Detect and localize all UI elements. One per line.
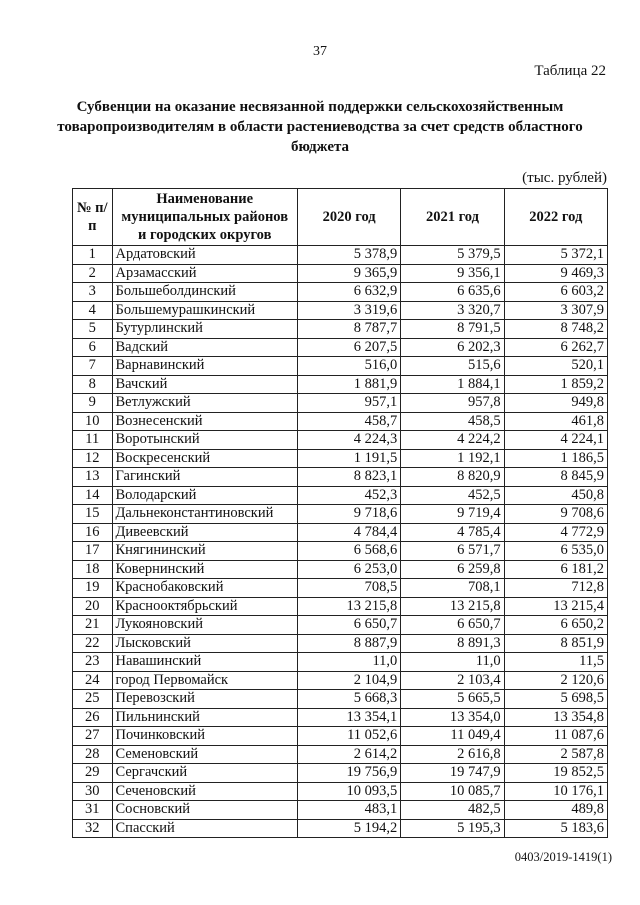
row-value-2022: 3 307,9: [504, 301, 607, 320]
row-name: Гагинский: [112, 468, 297, 487]
row-value-2021: 2 616,8: [401, 745, 504, 764]
table-row: [73, 338, 608, 357]
row-value-2022: 4 224,1: [504, 431, 607, 450]
table-row: [73, 727, 608, 746]
table-row: [73, 745, 608, 764]
row-value-2020: 483,1: [297, 801, 400, 820]
units-note: (тыс. рублей): [522, 170, 607, 186]
row-value-2021: 13 215,8: [401, 597, 504, 616]
row-value-2021: 6 259,8: [401, 560, 504, 579]
table-row: [73, 431, 608, 450]
row-value-2022: 712,8: [504, 579, 607, 598]
row-number: 6: [73, 338, 113, 357]
row-value-2021: 452,5: [401, 486, 504, 505]
row-value-2022: 13 215,4: [504, 597, 607, 616]
row-value-2022: 1 859,2: [504, 375, 607, 394]
row-name: Вачский: [112, 375, 297, 394]
row-name: Сергачский: [112, 764, 297, 783]
row-value-2020: 516,0: [297, 357, 400, 376]
row-value-2022: 2 120,6: [504, 671, 607, 690]
row-number: 31: [73, 801, 113, 820]
table-row: [73, 764, 608, 783]
row-value-2021: 458,5: [401, 412, 504, 431]
row-value-2020: 19 756,9: [297, 764, 400, 783]
row-value-2021: 2 103,4: [401, 671, 504, 690]
row-number: 26: [73, 708, 113, 727]
table-row: [73, 801, 608, 820]
row-value-2022: 949,8: [504, 394, 607, 413]
row-value-2022: 13 354,8: [504, 708, 607, 727]
row-value-2020: 1 191,5: [297, 449, 400, 468]
row-value-2021: 708,1: [401, 579, 504, 598]
row-name: Большеболдинский: [112, 283, 297, 302]
row-name: Краснобаковский: [112, 579, 297, 598]
row-name: Семеновский: [112, 745, 297, 764]
row-value-2020: 458,7: [297, 412, 400, 431]
row-number: 1: [73, 246, 113, 265]
table-row: [73, 671, 608, 690]
row-value-2020: 3 319,6: [297, 301, 400, 320]
table-row: [73, 246, 608, 265]
row-value-2022: 5 183,6: [504, 819, 607, 838]
subsidies-table: [72, 188, 608, 838]
table-row: [73, 782, 608, 801]
row-value-2022: 8 851,9: [504, 634, 607, 653]
table-row: [73, 412, 608, 431]
row-number: 15: [73, 505, 113, 524]
table-row: [73, 449, 608, 468]
row-name: город Первомайск: [112, 671, 297, 690]
row-number: 16: [73, 523, 113, 542]
row-value-2022: 6 262,7: [504, 338, 607, 357]
row-number: 22: [73, 634, 113, 653]
row-value-2020: 4 784,4: [297, 523, 400, 542]
row-value-2021: 8 791,5: [401, 320, 504, 339]
row-number: 18: [73, 560, 113, 579]
row-value-2021: 13 354,0: [401, 708, 504, 727]
row-value-2020: 708,5: [297, 579, 400, 598]
header-2020: 2020 год: [297, 189, 400, 246]
table-row: [73, 542, 608, 561]
row-name: Перевозский: [112, 690, 297, 709]
row-number: 24: [73, 671, 113, 690]
row-value-2020: 13 215,8: [297, 597, 400, 616]
table-row: [73, 634, 608, 653]
table-row: [73, 819, 608, 838]
row-value-2022: 19 852,5: [504, 764, 607, 783]
row-value-2020: 10 093,5: [297, 782, 400, 801]
page-number: 37: [313, 44, 327, 59]
row-name: Сосновский: [112, 801, 297, 820]
row-name: Вознесенский: [112, 412, 297, 431]
row-value-2020: 13 354,1: [297, 708, 400, 727]
row-value-2021: 515,6: [401, 357, 504, 376]
row-number: 27: [73, 727, 113, 746]
row-value-2020: 11,0: [297, 653, 400, 672]
row-value-2021: 19 747,9: [401, 764, 504, 783]
row-value-2021: 8 891,3: [401, 634, 504, 653]
row-number: 29: [73, 764, 113, 783]
row-value-2020: 6 253,0: [297, 560, 400, 579]
row-number: 14: [73, 486, 113, 505]
row-name: Пильнинский: [112, 708, 297, 727]
row-name: Воскресенский: [112, 449, 297, 468]
row-number: 20: [73, 597, 113, 616]
row-number: 4: [73, 301, 113, 320]
row-value-2020: 6 632,9: [297, 283, 400, 302]
row-value-2022: 4 772,9: [504, 523, 607, 542]
row-value-2021: 5 665,5: [401, 690, 504, 709]
row-value-2021: 6 635,6: [401, 283, 504, 302]
row-value-2021: 8 820,9: [401, 468, 504, 487]
row-value-2022: 5 698,5: [504, 690, 607, 709]
row-value-2022: 11 087,6: [504, 727, 607, 746]
row-value-2021: 3 320,7: [401, 301, 504, 320]
table-row: [73, 708, 608, 727]
row-value-2020: 5 668,3: [297, 690, 400, 709]
row-value-2022: 450,8: [504, 486, 607, 505]
row-value-2020: 5 378,9: [297, 246, 400, 265]
row-number: 17: [73, 542, 113, 561]
row-name: Большемурашкинский: [112, 301, 297, 320]
row-value-2020: 6 207,5: [297, 338, 400, 357]
row-value-2022: 2 587,8: [504, 745, 607, 764]
row-name: Бутурлинский: [112, 320, 297, 339]
row-name: Ветлужский: [112, 394, 297, 413]
row-name: Дальнеконстантиновский: [112, 505, 297, 524]
row-number: 9: [73, 394, 113, 413]
row-value-2021: 482,5: [401, 801, 504, 820]
row-value-2022: 9 708,6: [504, 505, 607, 524]
header-name: Наименование муниципальных районов и городских округов: [112, 189, 297, 246]
row-number: 25: [73, 690, 113, 709]
row-number: 5: [73, 320, 113, 339]
table-row: [73, 486, 608, 505]
row-number: 21: [73, 616, 113, 635]
row-name: Варнавинский: [112, 357, 297, 376]
table-row: [73, 579, 608, 598]
table-row: [73, 283, 608, 302]
row-number: 32: [73, 819, 113, 838]
row-name: Дивеевский: [112, 523, 297, 542]
table-row: [73, 505, 608, 524]
table-row: [73, 597, 608, 616]
row-number: 10: [73, 412, 113, 431]
row-name: Арзамасский: [112, 264, 297, 283]
row-value-2020: 8 787,7: [297, 320, 400, 339]
row-number: 7: [73, 357, 113, 376]
row-value-2020: 2 104,9: [297, 671, 400, 690]
row-name: Володарский: [112, 486, 297, 505]
table-row: [73, 468, 608, 487]
table-row: [73, 560, 608, 579]
row-value-2021: 4 785,4: [401, 523, 504, 542]
header-2021: 2021 год: [401, 189, 504, 246]
table-header-row: [73, 189, 608, 246]
row-value-2020: 6 650,7: [297, 616, 400, 635]
row-value-2022: 8 845,9: [504, 468, 607, 487]
row-number: 19: [73, 579, 113, 598]
row-value-2021: 1 192,1: [401, 449, 504, 468]
row-value-2022: 6 603,2: [504, 283, 607, 302]
row-number: 23: [73, 653, 113, 672]
row-value-2020: 452,3: [297, 486, 400, 505]
document-id: 0403/2019-1419(1): [514, 850, 612, 864]
row-value-2022: 11,5: [504, 653, 607, 672]
row-value-2021: 10 085,7: [401, 782, 504, 801]
row-value-2021: 957,8: [401, 394, 504, 413]
row-name: Спасский: [112, 819, 297, 838]
table-row: [73, 357, 608, 376]
row-value-2021: 5 195,3: [401, 819, 504, 838]
table-row: [73, 375, 608, 394]
row-value-2022: 10 176,1: [504, 782, 607, 801]
row-value-2020: 957,1: [297, 394, 400, 413]
row-name: Лысковский: [112, 634, 297, 653]
row-value-2021: 9 356,1: [401, 264, 504, 283]
row-value-2020: 2 614,2: [297, 745, 400, 764]
row-value-2021: 6 202,3: [401, 338, 504, 357]
row-value-2022: 8 748,2: [504, 320, 607, 339]
row-value-2022: 5 372,1: [504, 246, 607, 265]
row-value-2020: 11 052,6: [297, 727, 400, 746]
row-value-2020: 8 823,1: [297, 468, 400, 487]
row-value-2021: 4 224,2: [401, 431, 504, 450]
row-value-2021: 11,0: [401, 653, 504, 672]
table-row: [73, 301, 608, 320]
row-value-2022: 1 186,5: [504, 449, 607, 468]
row-value-2020: 1 881,9: [297, 375, 400, 394]
row-value-2022: 489,8: [504, 801, 607, 820]
table-row: [73, 523, 608, 542]
row-value-2021: 9 719,4: [401, 505, 504, 524]
row-value-2021: 6 571,7: [401, 542, 504, 561]
table-row: [73, 320, 608, 339]
header-num: № п/п: [73, 189, 113, 246]
row-value-2020: 6 568,6: [297, 542, 400, 561]
row-name: Воротынский: [112, 431, 297, 450]
row-value-2022: 520,1: [504, 357, 607, 376]
row-number: 30: [73, 782, 113, 801]
row-number: 13: [73, 468, 113, 487]
row-name: Навашинский: [112, 653, 297, 672]
row-value-2021: 11 049,4: [401, 727, 504, 746]
row-number: 11: [73, 431, 113, 450]
row-name: Княгининский: [112, 542, 297, 561]
row-value-2021: 5 379,5: [401, 246, 504, 265]
row-name: Починковский: [112, 727, 297, 746]
row-name: Ардатовский: [112, 246, 297, 265]
table-row: [73, 264, 608, 283]
row-name: Краснооктябрьский: [112, 597, 297, 616]
row-name: Сеченовский: [112, 782, 297, 801]
table-row: [73, 690, 608, 709]
row-value-2020: 9 718,6: [297, 505, 400, 524]
header-2022: 2022 год: [504, 189, 607, 246]
row-value-2020: 5 194,2: [297, 819, 400, 838]
row-name: Вадский: [112, 338, 297, 357]
row-value-2021: 6 650,7: [401, 616, 504, 635]
row-number: 28: [73, 745, 113, 764]
row-number: 3: [73, 283, 113, 302]
table-row: [73, 616, 608, 635]
row-value-2020: 9 365,9: [297, 264, 400, 283]
row-number: 8: [73, 375, 113, 394]
row-number: 12: [73, 449, 113, 468]
document-title: Субвенции на оказание несвязанной поддержки сельскохозяйственным товаропроизводителям в области растениеводства за счет средств областного бюджета: [57, 99, 583, 155]
row-value-2022: 6 535,0: [504, 542, 607, 561]
row-value-2020: 8 887,9: [297, 634, 400, 653]
row-value-2022: 6 650,2: [504, 616, 607, 635]
table-row: [73, 394, 608, 413]
row-value-2020: 4 224,3: [297, 431, 400, 450]
row-name: Лукояновский: [112, 616, 297, 635]
table-label: Таблица 22: [534, 63, 606, 79]
row-name: Ковернинский: [112, 560, 297, 579]
row-value-2022: 9 469,3: [504, 264, 607, 283]
row-number: 2: [73, 264, 113, 283]
row-value-2022: 461,8: [504, 412, 607, 431]
row-value-2022: 6 181,2: [504, 560, 607, 579]
row-value-2021: 1 884,1: [401, 375, 504, 394]
table-row: [73, 653, 608, 672]
